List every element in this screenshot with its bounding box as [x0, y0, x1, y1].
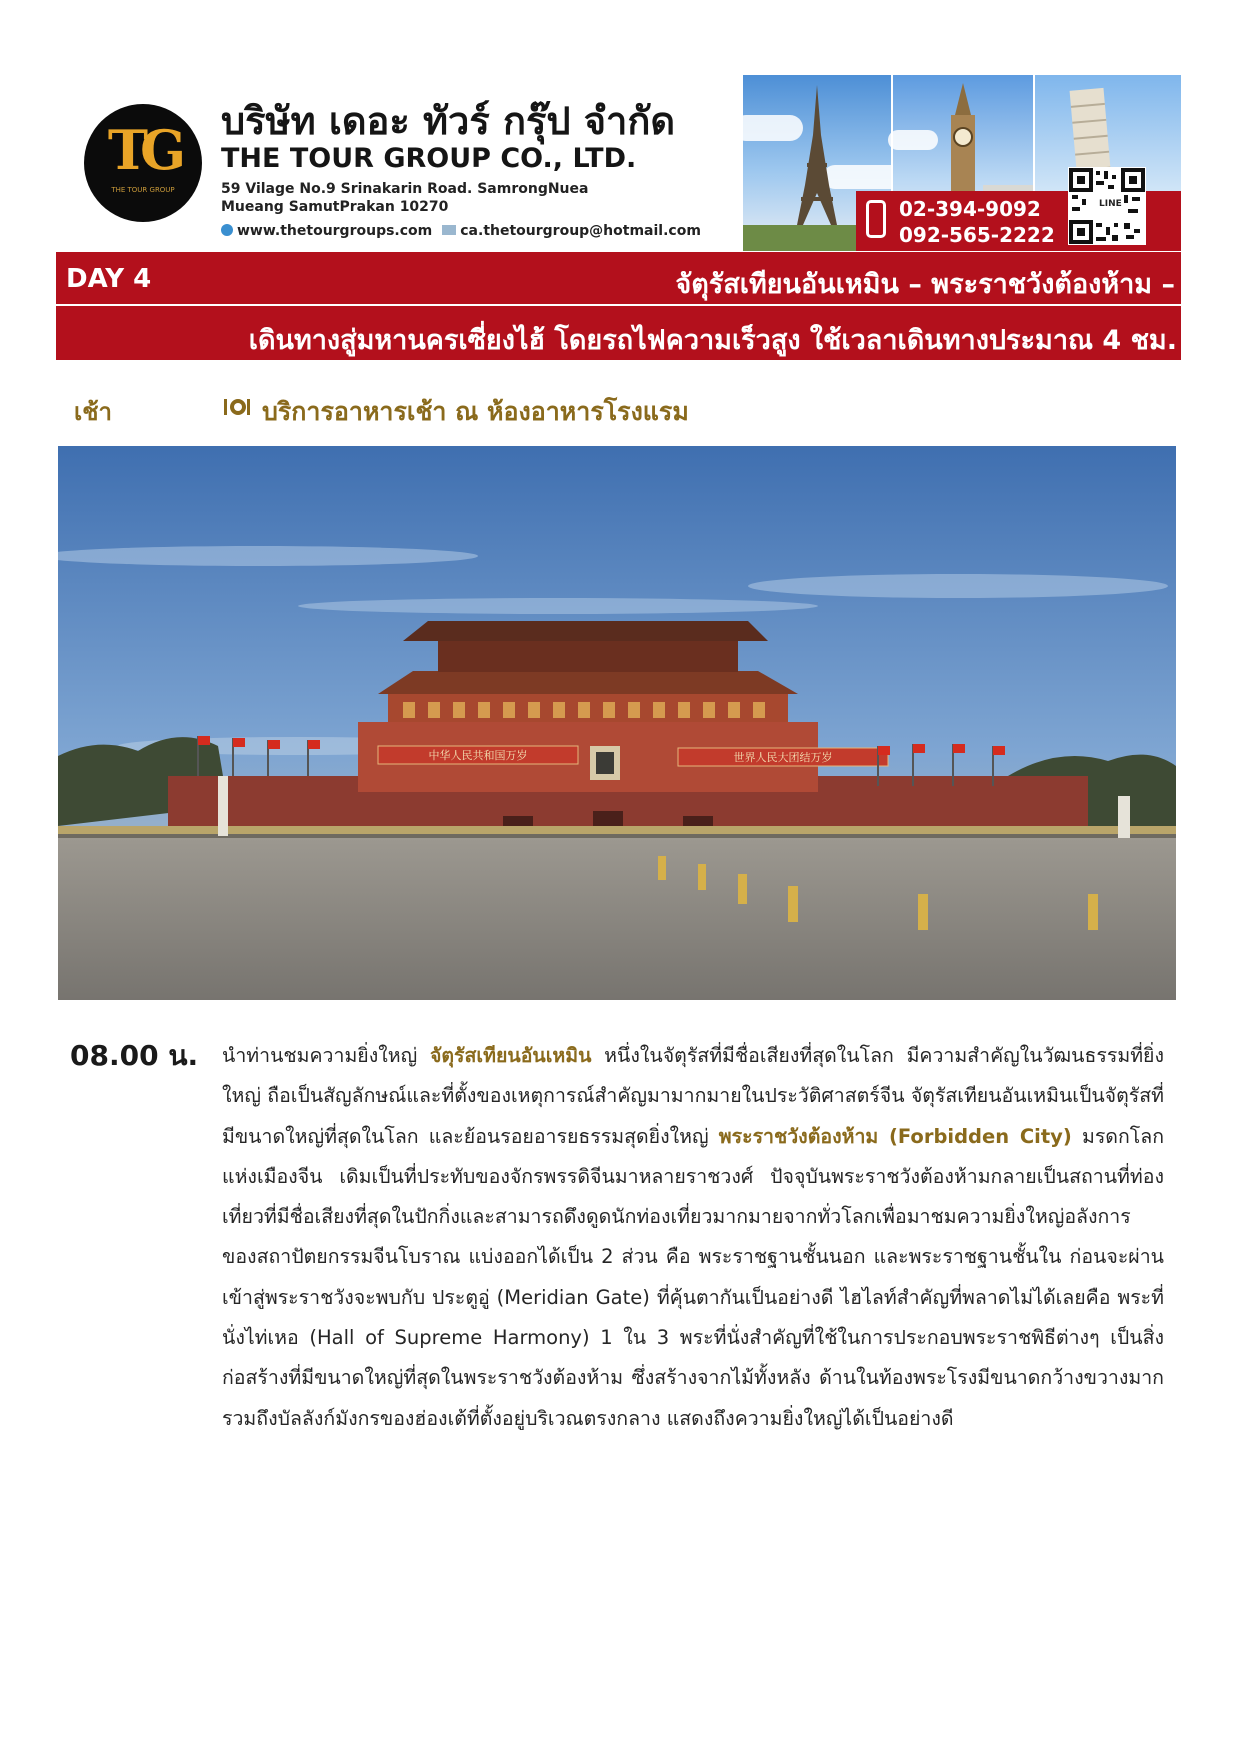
address-line-2: Mueang SamutPrakan 10270	[221, 199, 449, 215]
itinerary-time: 08.00 น.	[70, 1039, 199, 1072]
meal-time: เช้า	[74, 398, 112, 426]
globe-icon	[221, 224, 233, 236]
day-subheader-bar	[56, 306, 1181, 360]
logo-mark: TG	[107, 118, 179, 182]
website-link[interactable]: www.thetourgroups.com	[237, 223, 433, 239]
qr-line-label: LINE	[1099, 199, 1122, 209]
banner-right-text: 世界人民大团结万岁	[733, 751, 833, 764]
itinerary-description	[222, 1036, 1164, 1439]
company-address	[221, 180, 588, 216]
day-title-line-1: จัตุรัสเทียนอันเหมิน – พระราชวังต้องห้าม –	[675, 269, 1175, 300]
para-part-1: นำท่านชมความยิ่งใหญ่	[222, 1044, 418, 1067]
dining-icon	[224, 396, 250, 418]
tiananmen-photo	[58, 446, 1176, 1000]
company-logo	[84, 104, 202, 222]
email-link[interactable]: ca.thetourgroup@hotmail.com	[460, 223, 701, 239]
meal-description: บริการอาหารเช้า ณ ห้องอาหารโรงแรม	[262, 397, 689, 426]
day-number: DAY 4	[66, 264, 152, 294]
phone-number-1[interactable]: 02-394-9092	[899, 197, 1041, 221]
day-title-line-2: เดินทางสู่มหานครเซี่ยงไฮ้ โดยรถไฟความเร็วสูง ใช้เวลาเดินทางประมาณ 4 ชม.	[248, 325, 1177, 356]
company-name-english: THE TOUR GROUP CO., LTD.	[221, 143, 637, 174]
mobile-phone-icon	[866, 200, 886, 238]
para-part-3: มรดกโลกแห่งเมืองจีน เดิมเป็นที่ประทับของจักรพรรดิจีนมาหลายราชวงศ์ ปัจจุบันพระราชวังต้องห้ามกลายเป็นสถานที่ท่องเที่ยวที่มีชื่อเสียงที่สุดในปักกิ่งและสามารถดึงดูดนักท่องเที่ยวมากมายจากทั่วโลกเพื่อมาชมความยิ่งใหญ่อลังการของสถาปัตยกรรมจีนโบราณ แบ่งออกได้เป็น 2 ส่วน คือ พระราชฐานชั้นนอก และพระราชฐานชั้นใน ก่อนจะผ่านเข้าสู่พระราชวังจะพบกับ ประตูอู่ (Meridian Gate) ที่คุ้นตากันเป็นอย่างดี ไฮไลท์สำคัญที่พลาดไม่ได้เลยคือ พระที่นั่งไท่เหอ (Hall of Supreme Harmony) 1 ใน 3 พระที่นั่งสำคัญที่ใช้ในการประกอบพระราชพิธีต่างๆ เป็นสิ่งก่อสร้างที่มีขนาดใหญ่ที่สุดในพระราชวังต้องห้าม ซึ่งสร้างจากไม้ทั้งหลัง ด้านในท้องพระโรงมีขนาดกว้างขวางมาก รวมถึงบัลลังก์มังกรของฮ่องเต้ที่ตั้งอยู่บริเวณตรงกลาง แสดงถึงความยิ่งใหญ่ได้เป็นอย่างดี	[222, 1124, 1164, 1430]
highlight-tiananmen: จัตุรัสเทียนอันเหมิน	[429, 1044, 592, 1067]
company-name-thai: บริษัท เดอะ ทัวร์ กรุ๊ป จำกัด	[221, 99, 676, 143]
para-part-2: หนึ่งในจัตุรัสที่มีชื่อเสียงที่สุดในโลก มีความสำคัญในวัฒนธรรมที่ยิ่งใหญ่ ถือเป็นสัญลักษณ์และที่ตั้งของเหตุการณ์สำคัญมามากมายในประวัติศาสตร์จีน จัตุรัสเทียนอันเหมินเป็นจัตุรัสที่มีขนาดใหญ่ที่สุดในโลก และย้อนรอยอารยธรรมสุดยิ่งใหญ่	[222, 1044, 1164, 1148]
logo-subtext: THE TOUR GROUP	[111, 186, 175, 194]
banner-left-text: 中华人民共和国万岁	[428, 749, 528, 762]
day-header-bar	[56, 252, 1181, 306]
address-line-1: 59 Vilage No.9 Srinakarin Road. SamrongNuea	[221, 181, 589, 197]
mail-icon	[442, 225, 456, 235]
contact-row	[221, 223, 701, 239]
phone-number-2[interactable]: 092-565-2222	[899, 223, 1055, 247]
highlight-forbidden-city: พระราชวังต้องห้าม (Forbidden City)	[718, 1124, 1072, 1148]
landmark-banner	[743, 75, 1181, 251]
